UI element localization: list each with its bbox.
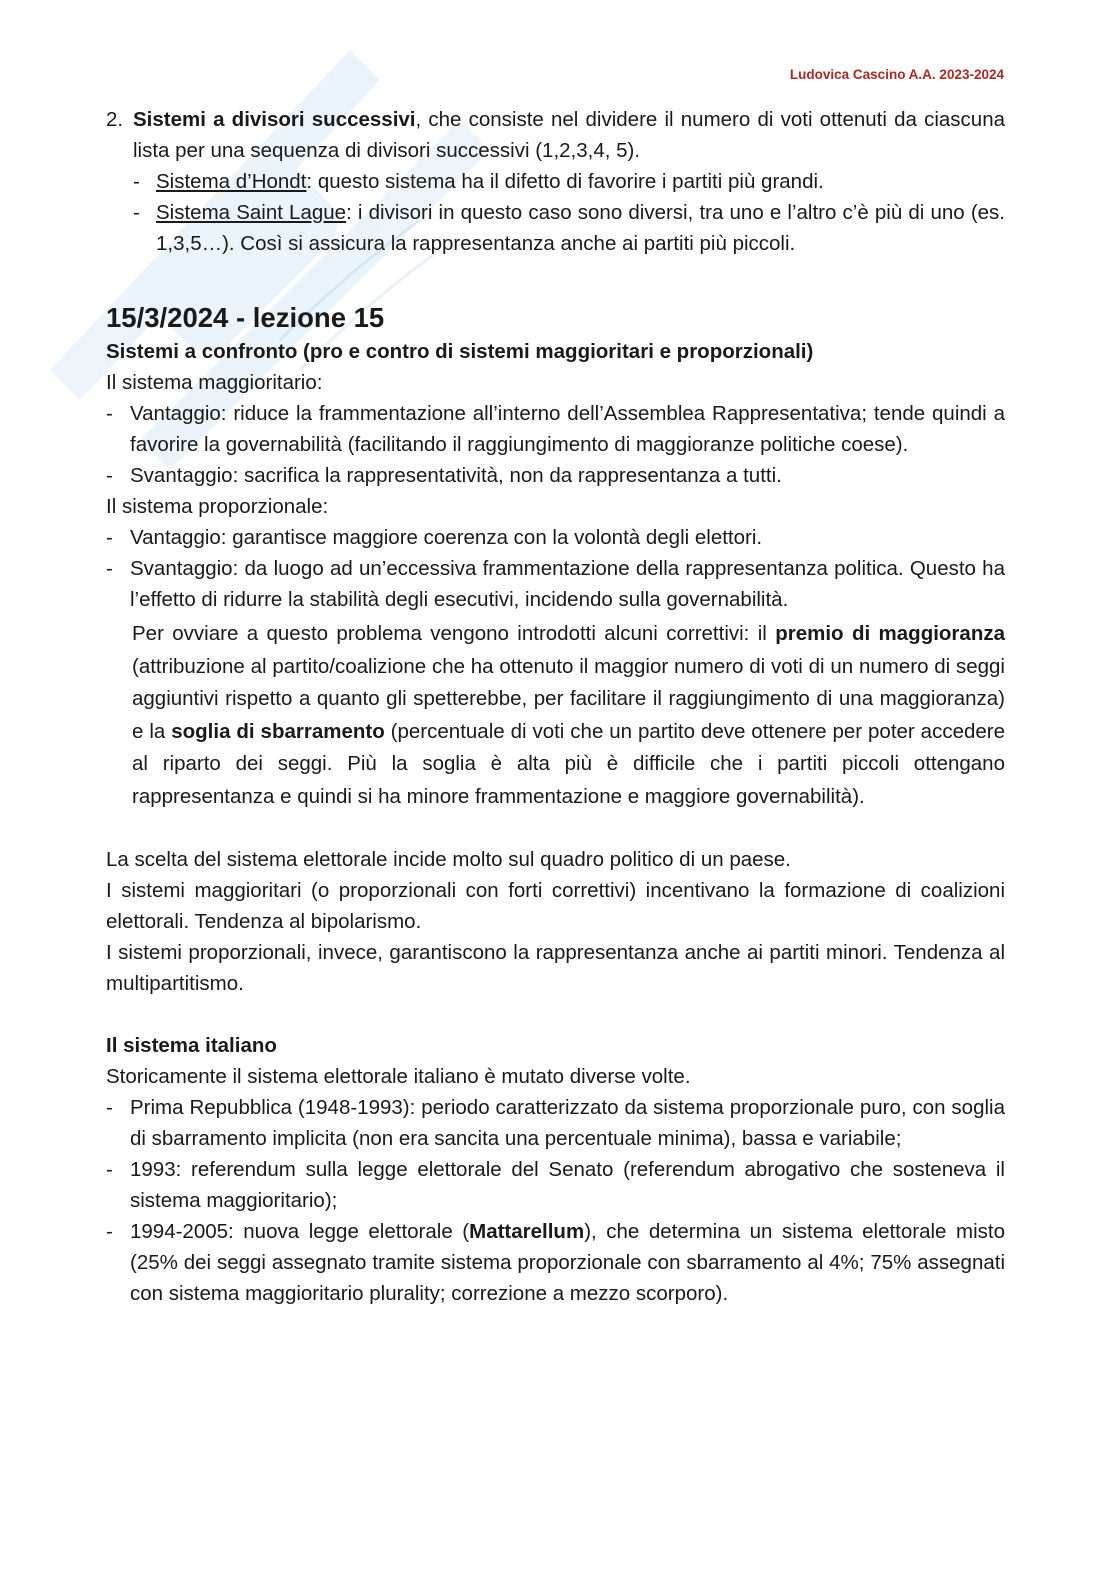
proportional-label: Il sistema proporzionale: [106,495,329,518]
list-item-text: Svantaggio: sacrifica la rappresentatività, non da rappresentanza a tutti. [130,464,782,487]
link-saint-lague[interactable]: Sistema Saint Lague [156,201,347,224]
list-item-text: 1993: referendum sulla legge elettorale del Senato (referendum abrogativo che sosteneva il sistema maggioritario); [130,1158,1005,1212]
dash-bullet: - [106,464,113,487]
dash-bullet: - [106,1158,113,1181]
dash-bullet: - [106,1096,113,1119]
item-rest: , che consiste nel dividere il numero di voti ottenuti da ciascuna lista per una sequenza di divisori successivi (1,2,3,4, 5). [133,108,1005,162]
list-item [106,398,1005,460]
link-dhondt[interactable]: Sistema d’Hondt [156,170,307,193]
spacer [106,999,1005,1030]
choice-paragraph: I sistemi proporzionali, invece, garantiscono la rappresentanza anche ai partiti minori. Tendenza al multipartitismo. [106,941,1005,995]
sub-item-dhondt [133,166,1005,197]
sub-item-text [156,197,1005,259]
sub-item-saint-lague [133,197,1005,259]
item-text [133,104,1005,166]
choice-paragraph: La scelta del sistema elettorale incide molto sul quadro politico di un paese. [106,848,791,871]
numbered-item-divisori [106,104,1005,166]
text-span: Per ovviare a questo problema vengono introdotti alcuni correttivi: il [132,622,776,645]
dash-bullet: - [106,526,113,549]
italian-intro: Storicamente il sistema elettorale italiano è mutato diverse volte. [106,1065,691,1088]
sub-item-desc: : i divisori in questo caso sono diversi, tra uno e l’altro c’è più di uno (es. 1,3,5…). Così si assicura la rappresentanza anche ai partiti più piccoli. [156,201,1005,255]
list-item [106,522,1005,553]
content [106,104,1005,1309]
list-item [106,1154,1005,1216]
sub-item-text [156,166,1005,197]
dash-bullet: - [133,201,140,224]
bold-term-mattarellum: Mattarellum [469,1220,585,1243]
header-author-year: Ludovica Cascino A.A. 2023-2024 [789,67,1004,82]
choice-paragraph: I sistemi maggioritari (o proporzionali con forti correttivi) incentivano la formazione di coalizioni elettorali. Tendenza al bipolarismo. [106,879,1005,933]
text-span: (attribuzione al partito/coalizione che ha ottenuto il maggior numero di voti di un numero di seggi aggiuntivi rispetto a quanto gli spetterebbe, per facilitare il raggiungimento di una maggioranza) e la [132,654,1005,743]
text-span: (percentuale di voti che un partito deve ottenere per poter accedere al riparto dei seggi. Più la soglia è alta più è difficile che i partiti piccoli ottengano rappresentanza e quindi si ha minore frammentazione e maggiore governabilità). [132,719,1006,808]
list-item-text: Vantaggio: garantisce maggiore coerenza con la volontà degli elettori. [130,526,763,549]
sub-list [133,166,1005,259]
item-number: 2. [106,108,124,131]
list-item [106,1092,1005,1154]
item-bold-term: Sistemi a divisori successivi [133,108,416,131]
list-item-text: Prima Repubblica (1948-1993): periodo caratterizzato da sistema proporzionale puro, con soglia di sbarramento implicita (non era sancita una percentuale minima), bassa e variabile; [130,1096,1005,1150]
dash-bullet: - [106,557,113,580]
lesson-title: 15/3/2024 - lezione 15 [106,302,385,333]
list-item-text [130,1216,1005,1309]
dash-bullet: - [106,1220,113,1243]
bold-term-premio: premio di maggioranza [775,622,1005,645]
lesson-subtitle: Sistemi a confronto (pro e contro di sistemi maggioritari e proporzionali) [106,340,814,363]
dash-bullet: - [133,170,140,193]
dash-bullet: - [106,402,113,425]
sub-item-desc: : questo sistema ha il difetto di favorire i partiti più grandi. [306,170,824,193]
list-item-text: Vantaggio: riduce la frammentazione all’interno dell’Assemblea Rappresentativa; tende quindi a favorire la governabilità (facilitando il raggiungimento di maggioranze politiche coese). [130,402,1005,456]
majoritarian-label: Il sistema maggioritario: [106,371,323,394]
spacer [106,813,1005,844]
correctives-paragraph [106,618,1005,813]
list-item [106,553,1005,615]
text-span: ), che determina un sistema elettorale misto (25% dei seggi assegnato tramite sistema proporzionale con sbarramento al 4%; 75% assegnati con sistema maggioritario plurality; correzione a mezzo scorporo). [130,1220,1005,1305]
section-title-italian: Il sistema italiano [106,1034,277,1057]
text-span: 1994-2005: nuova legge elettorale ( [130,1220,470,1243]
list-item [106,1216,1005,1309]
list-item-text: Svantaggio: da luogo ad un’eccessiva frammentazione della rappresentanza politica. Questo ha l’effetto di ridurre la stabilità degli esecutivi, incidendo sulla governabilità. [130,557,1005,611]
bold-term-soglia: soglia di sbarramento [171,719,385,743]
list-item [106,460,1005,491]
